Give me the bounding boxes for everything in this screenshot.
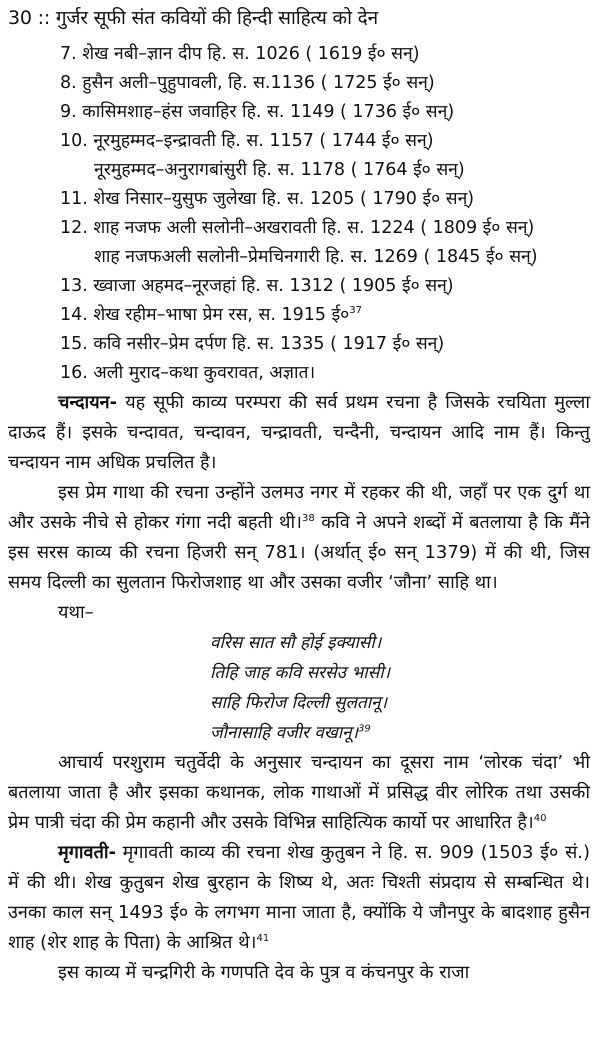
mrigavati-paragraph: इस काव्य में चन्द्रगिरी के गणपति देव के पुत्र व कंचनपुर के राजा [58, 962, 470, 983]
list-item: 8. हुसैन अली–पुहुपावली, हि. स.1136 ( 1725 ई० सन्) [60, 73, 435, 93]
page-number: 30 [8, 7, 32, 29]
footnote-ref: 40 [533, 813, 547, 824]
list-item: 10. नूरमुहम्मद–इन्द्रावती हि. स. 1157 ( 1744 ई० सन्) [60, 131, 434, 151]
footnote-ref: 37 [349, 305, 363, 317]
list-item: 9. कासिमशाह–हंस जवाहिर हि. स. 1149 ( 1736 ई० सन्) [60, 102, 455, 122]
list-item-continuation: नूरमुहम्मद–अनुरागबांसुरी हि. स. 1178 ( 1764 ई० सन्) [94, 160, 465, 180]
list-item-continuation: शाह नजफअली सलोनी–प्रेमचिनगारी हि. स. 1269 ( 1845 ई० सन्) [94, 247, 538, 267]
list-item: 7. शेख नबी–ज्ञान दीप हि. स. 1026 ( 1619 ई० सन्) [60, 44, 420, 64]
list-item: 14. शेख रहीम–भाषा प्रेम रस, स. 1915 $ई०^{37}$ [60, 305, 363, 325]
list-item: 12. शाह नजफ अली सलोनी–अखरावती हि. स. 1224 ( 1809 ई० सन्) [60, 218, 535, 238]
chandayan-paragraph: इस प्रेम गाथा की रचना उन्होंने उलमउ नगर में रहकर की थी, जहाँ पर एक दुर्ग था और उसके नीचे से होकर गंगा नदी बहती थी।$^{38}$ कवि ने अपने शब्दों में बतलाया है कि मैंने इस सरस काव्य की रचना हिजरी सन् 781। (अर्थात् ई० सन् 1379) में की थी, जिस समय दिल्ली का सुलतान फिरोजशाह था और उसका वजीर ‘जौना’ साहि था। [8, 482, 590, 593]
footnote-ref: 41 [256, 933, 270, 944]
page-header [8, 4, 590, 32]
list-item: 13. ख्वाजा अहमद–नूरजहां हि. स. 1312 ( 1905 ई० सन्) [60, 276, 454, 296]
verse-line: तिहि जाह कवि सरसेउ भासी। [210, 663, 391, 683]
section-term: चन्दायन- [58, 392, 118, 413]
list-item: 16. अली मुराद–कथा कुवरावत, अज्ञात। [60, 363, 316, 383]
list-item: 15. कवि नसीर–प्रेम दर्पण हि. स. 1335 ( 1917 ई० सन्) [60, 334, 445, 354]
works-list [8, 40, 590, 388]
chandayan-paragraph: आचार्य परशुराम चतुर्वेदी के अनुसार चन्दायन का दूसरा नाम ‘लोरक चंदा’ भी बतलाया जाता है और इसका कथानक, लोक गाथाओं में प्रसिद्ध वीर लोरिक तथा उसकी प्रेम पात्री चंदा की प्रेम कहानी और उसके विभिन्न साहित्यिक कार्यो पर आधारित है।$^{40}$ [8, 752, 590, 833]
footnote-ref: 38 [302, 513, 315, 524]
chandayan-intro: चन्दायन- यह सूफी काव्य परम्परा की सर्व प्रथम रचना है जिसके रचयिता मुल्ला दाऊद हैं। इसके चन्दावत, चन्दावन, चन्द्रावती, चन्दैनी, चन्दायन आदि नाम हैं। किन्तु चन्दायन नाम अधिक प्रचलित है। [8, 392, 590, 473]
running-title: :: गुर्जर सूफी संत कवियों की हिन्दी साहित्य को देन [37, 7, 378, 29]
section-term: मृगावती- [58, 842, 116, 863]
list-item: 11. शेख निसार–युसुफ जुलेखा हि. स. 1205 ( 1790 ई० सन्) [60, 189, 475, 209]
mrigavati-intro: मृगावती- मृगावती काव्य की रचना शेख कुतुबन ने हि. स. 909 (1503 ई० सं.) में की थी। शेख कुतुबन शेख बुरहान के शिष्य थे, अतः चिश्ती संप्रदाय से सम्बन्धित थे। उनका काल सन् 1493 ई० के लगभग माना जाता है, क्योंकि ये जौनपुर के बादशाह हुसैन शाह (शेर शाह के पिता) के आश्रित थे।$^{41}$ [8, 842, 590, 953]
footnote-ref: 39 [358, 723, 371, 735]
verse-line: जौनासाहि वजीर वखानू।$^{39}$ [210, 723, 371, 743]
verse-line: साहि फिरोज दिल्ली सुलतानू। [210, 693, 388, 713]
yatha-label: यथा– [58, 602, 94, 623]
verse-line: वरिस सात सौ होई इक्यासी। [210, 633, 382, 653]
